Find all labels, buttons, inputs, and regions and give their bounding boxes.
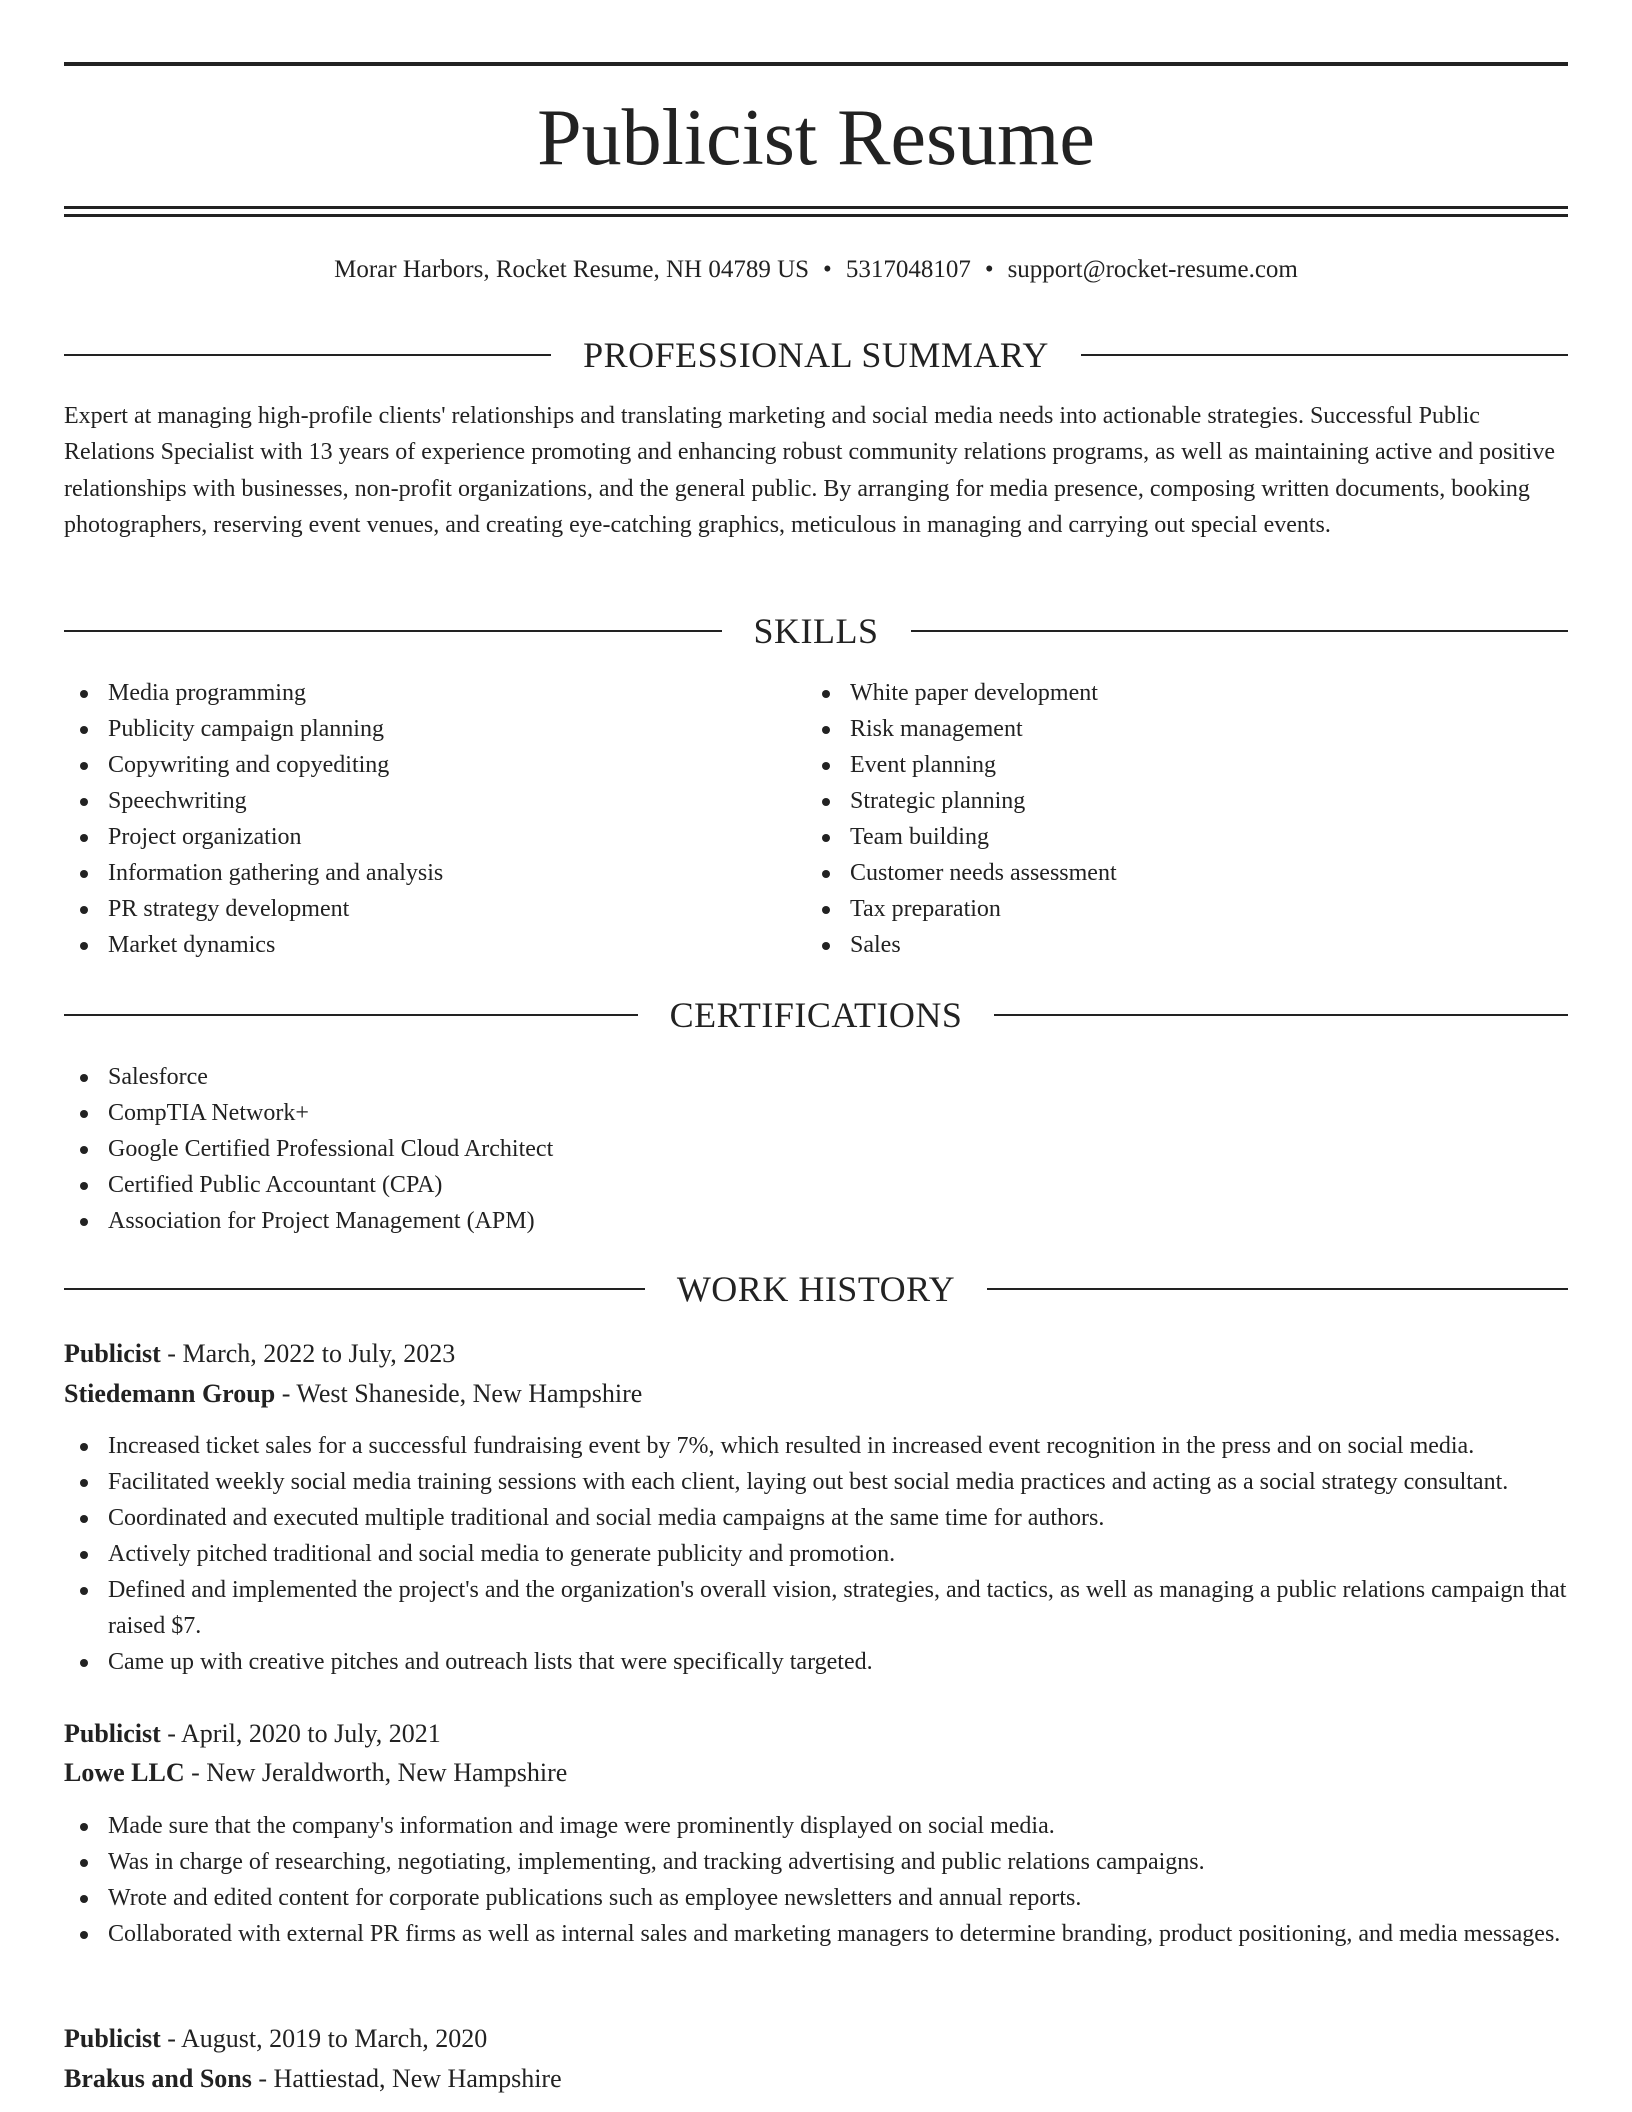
job-duty-item: Coordinated and executed multiple traditional and social media campaigns at the same time for authors. (64, 1500, 1568, 1536)
skills-column-right (806, 675, 1506, 963)
heading-rule-left (64, 1014, 638, 1016)
job-dates: - August, 2019 to March, 2020 (160, 2024, 488, 2053)
contact-line (64, 252, 1568, 288)
skill-item: Speechwriting (64, 783, 764, 819)
job-duty-item: Came up with creative pitches and outreach lists that were specifically targeted. (64, 1644, 1568, 1680)
skill-item: Publicity campaign planning (64, 711, 764, 747)
skill-item: Strategic planning (806, 783, 1506, 819)
job-company: Stiedemann Group (64, 1379, 276, 1408)
job-duty-item: Increased ticket sales for a successful fundraising event by 7%, which resulted in increased event recognition in the press and on social media. (64, 1428, 1568, 1464)
job-title: Publicist (64, 1339, 161, 1368)
title-double-rule-upper (64, 206, 1568, 209)
contact-separator: • (823, 256, 832, 283)
skill-item: White paper development (806, 675, 1506, 711)
job-location: - New Jeraldworth, New Hampshire (184, 1758, 568, 1787)
heading-rule-left (64, 1288, 645, 1290)
job-duties-list (64, 1808, 1568, 1952)
job-duty-item: Facilitated weekly social media training sessions with each client, laying out best social media practices and acting as a social strategy consultant. (64, 1464, 1568, 1500)
skill-item: PR strategy development (64, 891, 764, 927)
job-duty-item: Collaborated with external PR firms as well as internal sales and marketing managers to determine branding, product positioning, and media messages. (64, 1916, 1568, 1952)
skill-item: Copywriting and copyediting (64, 747, 764, 783)
job-title-line (64, 2021, 1568, 2057)
job-dates: - March, 2022 to July, 2023 (160, 1339, 456, 1368)
job-location: - West Shaneside, New Hampshire (275, 1379, 643, 1408)
section-title: PROFESSIONAL SUMMARY (583, 335, 1049, 375)
section-title: CERTIFICATIONS (669, 995, 963, 1035)
job-company: Lowe LLC (64, 1758, 185, 1787)
section-title: WORK HISTORY (676, 1269, 956, 1309)
contact-address: Morar Harbors, Rocket Resume, NH 04789 US (334, 256, 810, 283)
skill-item: Event planning (806, 747, 1506, 783)
contact-phone: 5317048107 (845, 256, 971, 283)
skills-section-heading (64, 609, 1568, 653)
job-title: Publicist (64, 1719, 161, 1748)
job-company: Brakus and Sons (64, 2064, 252, 2093)
heading-rule-left (64, 354, 551, 356)
job-location: - Hattiestad, New Hampshire (251, 2064, 562, 2093)
skill-item: Team building (806, 819, 1506, 855)
heading-rule-left (64, 630, 722, 632)
certification-item: CompTIA Network+ (64, 1095, 1568, 1131)
job-duty-item: Made sure that the company's information and image were prominently displayed on social media. (64, 1808, 1568, 1844)
skill-item: Tax preparation (806, 891, 1506, 927)
top-rule (64, 62, 1568, 66)
job-duties-list (64, 1428, 1568, 1680)
skill-item: Market dynamics (64, 927, 764, 963)
job-dates: - April, 2020 to July, 2021 (160, 1719, 441, 1748)
contact-separator: • (984, 256, 994, 283)
skill-item: Sales (806, 927, 1506, 963)
skill-item: Information gathering and analysis (64, 855, 764, 891)
section-title: SKILLS (753, 611, 879, 651)
heading-rule-right (994, 1014, 1568, 1016)
page-title: Publicist Resume (537, 94, 1095, 182)
job-company-line (64, 2061, 1568, 2097)
job-title-line (64, 1336, 1568, 1372)
heading-rule-right (911, 630, 1569, 632)
job-title-line (64, 1716, 1568, 1752)
job-title: Publicist (64, 2024, 161, 2053)
summary-text: Expert at managing high-profile clients' relationships and translating marketing and social media needs into actionable strategies. Successful Public Relations Specialist with 13 years of experience promoting and enhancing robust community relations programs, as well as maintaining active and positive relationships with businesses, non-profit organizations, and the general public. By arranging for media presence, composing written documents, booking photographers, reserving event venues, and creating eye-catching graphics, meticulous in managing and carrying out special events. (64, 403, 1555, 539)
job-company-line (64, 1755, 1568, 1791)
heading-rule-right (1081, 354, 1568, 356)
skills-column-left (64, 675, 764, 963)
certification-item: Google Certified Professional Cloud Architect (64, 1131, 1568, 1167)
skill-item: Project organization (64, 819, 764, 855)
heading-rule-right (987, 1288, 1568, 1290)
work-history-section-heading (64, 1267, 1568, 1311)
skill-item: Risk management (806, 711, 1506, 747)
summary-section-heading (64, 333, 1568, 377)
certification-item: Association for Project Management (APM) (64, 1203, 1568, 1239)
skill-item: Customer needs assessment (806, 855, 1506, 891)
certification-item: Salesforce (64, 1059, 1568, 1095)
certification-item: Certified Public Accountant (CPA) (64, 1167, 1568, 1203)
contact-email: support@rocket-resume.com (1007, 256, 1298, 283)
job-duty-item: Wrote and edited content for corporate publications such as employee newsletters and annual reports. (64, 1880, 1568, 1916)
certifications-section-heading (64, 993, 1568, 1037)
job-duty-item: Was in charge of researching, negotiating, implementing, and tracking advertising and public relations campaigns. (64, 1844, 1568, 1880)
title-double-rule-lower (64, 214, 1568, 217)
skill-item: Media programming (64, 675, 764, 711)
job-duty-item: Actively pitched traditional and social media to generate publicity and promotion. (64, 1536, 1568, 1572)
job-company-line (64, 1376, 1568, 1412)
job-duty-item: Defined and implemented the project's and the organization's overall vision, strategies, and tactics, as well as managing a public relations campaign that raised $7. (64, 1572, 1568, 1644)
certifications-list (64, 1059, 1568, 1239)
